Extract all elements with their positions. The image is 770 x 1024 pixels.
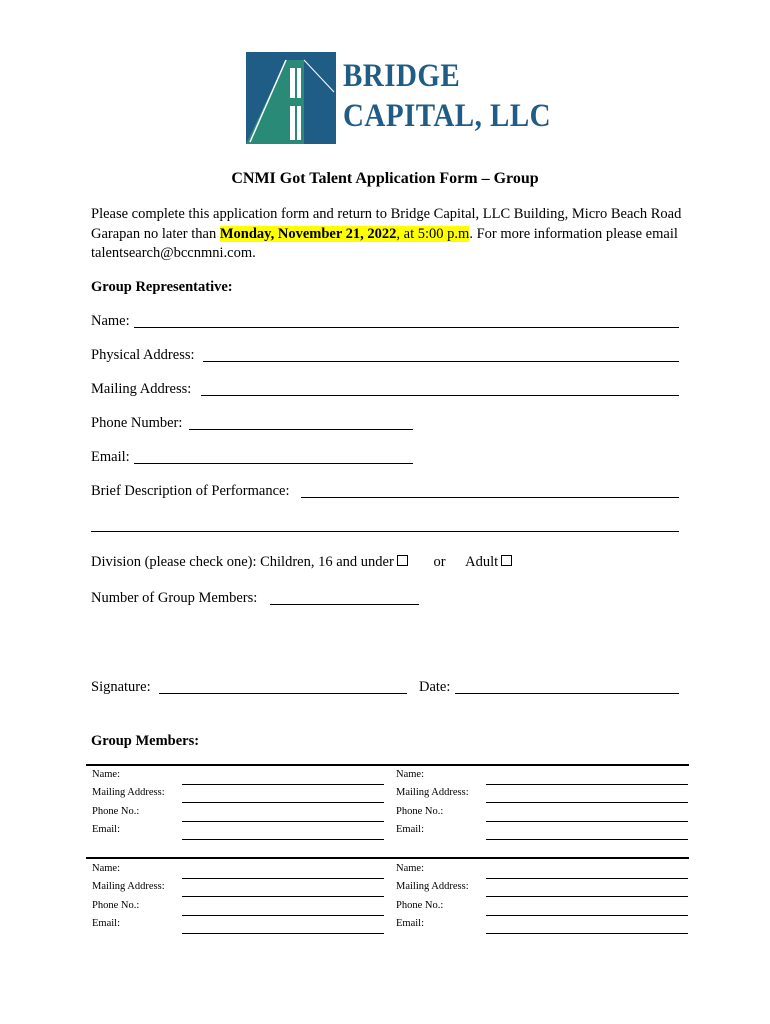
representative-heading: Group Representative:: [91, 279, 233, 295]
member-mailing-field[interactable]: [182, 802, 384, 803]
member-phone-field[interactable]: [486, 821, 688, 822]
performance-description-field-line-2[interactable]: [91, 518, 679, 532]
contact-text: . For more information please email talentsearch@bccnmni.com.: [91, 225, 678, 261]
name-label: Name:: [91, 313, 130, 329]
logo-line-1: BRIDGE: [343, 58, 461, 94]
member-phone-label: Phone No.:: [92, 900, 140, 911]
member-email-label: Email:: [396, 918, 424, 929]
member-phone-label: Phone No.:: [396, 900, 444, 911]
group-members-heading: Group Members:: [91, 733, 200, 749]
email-field[interactable]: [134, 450, 413, 464]
member-phone-label: Phone No.:: [92, 806, 140, 817]
instructions-text: Please complete this application form and return to Bridge Capital, LLC Building, Micro Beach Road Garapan no later than: [91, 206, 682, 242]
member-mailing-field[interactable]: [182, 896, 384, 897]
adult-label: Adult: [465, 554, 499, 570]
member-name-field[interactable]: [182, 784, 384, 785]
member-email-field[interactable]: [486, 839, 688, 840]
logo-line-2: CAPITAL, LLC: [343, 98, 552, 134]
member-name-field[interactable]: [486, 878, 688, 879]
phone-number-label: Phone Number:: [91, 415, 183, 431]
member-email-field[interactable]: [182, 839, 384, 840]
member-phone-label: Phone No.:: [396, 806, 444, 817]
member-email-label: Email:: [396, 824, 424, 835]
deadline-date: Monday, November 21, 2022: [219, 225, 397, 242]
division-row: [91, 554, 512, 571]
performance-description-label: Brief Description of Performance:: [91, 483, 290, 499]
email-label: Email:: [91, 449, 130, 465]
member-name-label: Name:: [396, 769, 424, 780]
signature-label: Signature:: [91, 679, 151, 695]
date-field[interactable]: [455, 680, 679, 694]
instructions-paragraph: [91, 205, 691, 264]
deadline-highlight: [220, 226, 469, 242]
children-checkbox[interactable]: [397, 555, 408, 566]
mailing-address-field[interactable]: [201, 382, 679, 396]
signature-field[interactable]: [159, 680, 407, 694]
member-block-divider: [86, 857, 689, 859]
division-label: Division (please check one): Children, 16 and under: [91, 554, 394, 570]
member-email-field[interactable]: [182, 933, 384, 934]
member-block-divider: [86, 764, 689, 766]
group-count-field[interactable]: [270, 591, 419, 605]
performance-description-field[interactable]: [301, 484, 679, 498]
member-phone-field[interactable]: [486, 915, 688, 916]
date-label: Date:: [419, 679, 451, 695]
member-name-label: Name:: [92, 863, 120, 874]
member-name-label: Name:: [92, 769, 120, 780]
member-email-field[interactable]: [486, 933, 688, 934]
division-or: or: [433, 554, 446, 570]
name-field[interactable]: [134, 314, 679, 328]
bridge-icon: [246, 52, 336, 144]
member-email-label: Email:: [92, 918, 120, 929]
form-title: CNMI Got Talent Application Form – Group: [231, 170, 539, 187]
phone-number-field[interactable]: [189, 416, 413, 430]
group-count-label: Number of Group Members:: [91, 590, 258, 606]
company-logo-graphic: [246, 52, 336, 144]
member-phone-field[interactable]: [182, 915, 384, 916]
member-name-field[interactable]: [486, 784, 688, 785]
adult-checkbox[interactable]: [501, 555, 512, 566]
member-phone-field[interactable]: [182, 821, 384, 822]
deadline-time: , at 5:00 p.m: [396, 225, 470, 242]
member-mailing-field[interactable]: [486, 896, 688, 897]
member-mailing-label: Mailing Address:: [92, 881, 165, 892]
member-mailing-label: Mailing Address:: [396, 881, 469, 892]
member-name-field[interactable]: [182, 878, 384, 879]
company-logo-text: [343, 56, 551, 136]
member-mailing-field[interactable]: [486, 802, 688, 803]
member-mailing-label: Mailing Address:: [92, 787, 165, 798]
member-name-label: Name:: [396, 863, 424, 874]
physical-address-label: Physical Address:: [91, 347, 195, 363]
physical-address-field[interactable]: [203, 348, 679, 362]
mailing-address-label: Mailing Address:: [91, 381, 192, 397]
member-mailing-label: Mailing Address:: [396, 787, 469, 798]
member-email-label: Email:: [92, 824, 120, 835]
